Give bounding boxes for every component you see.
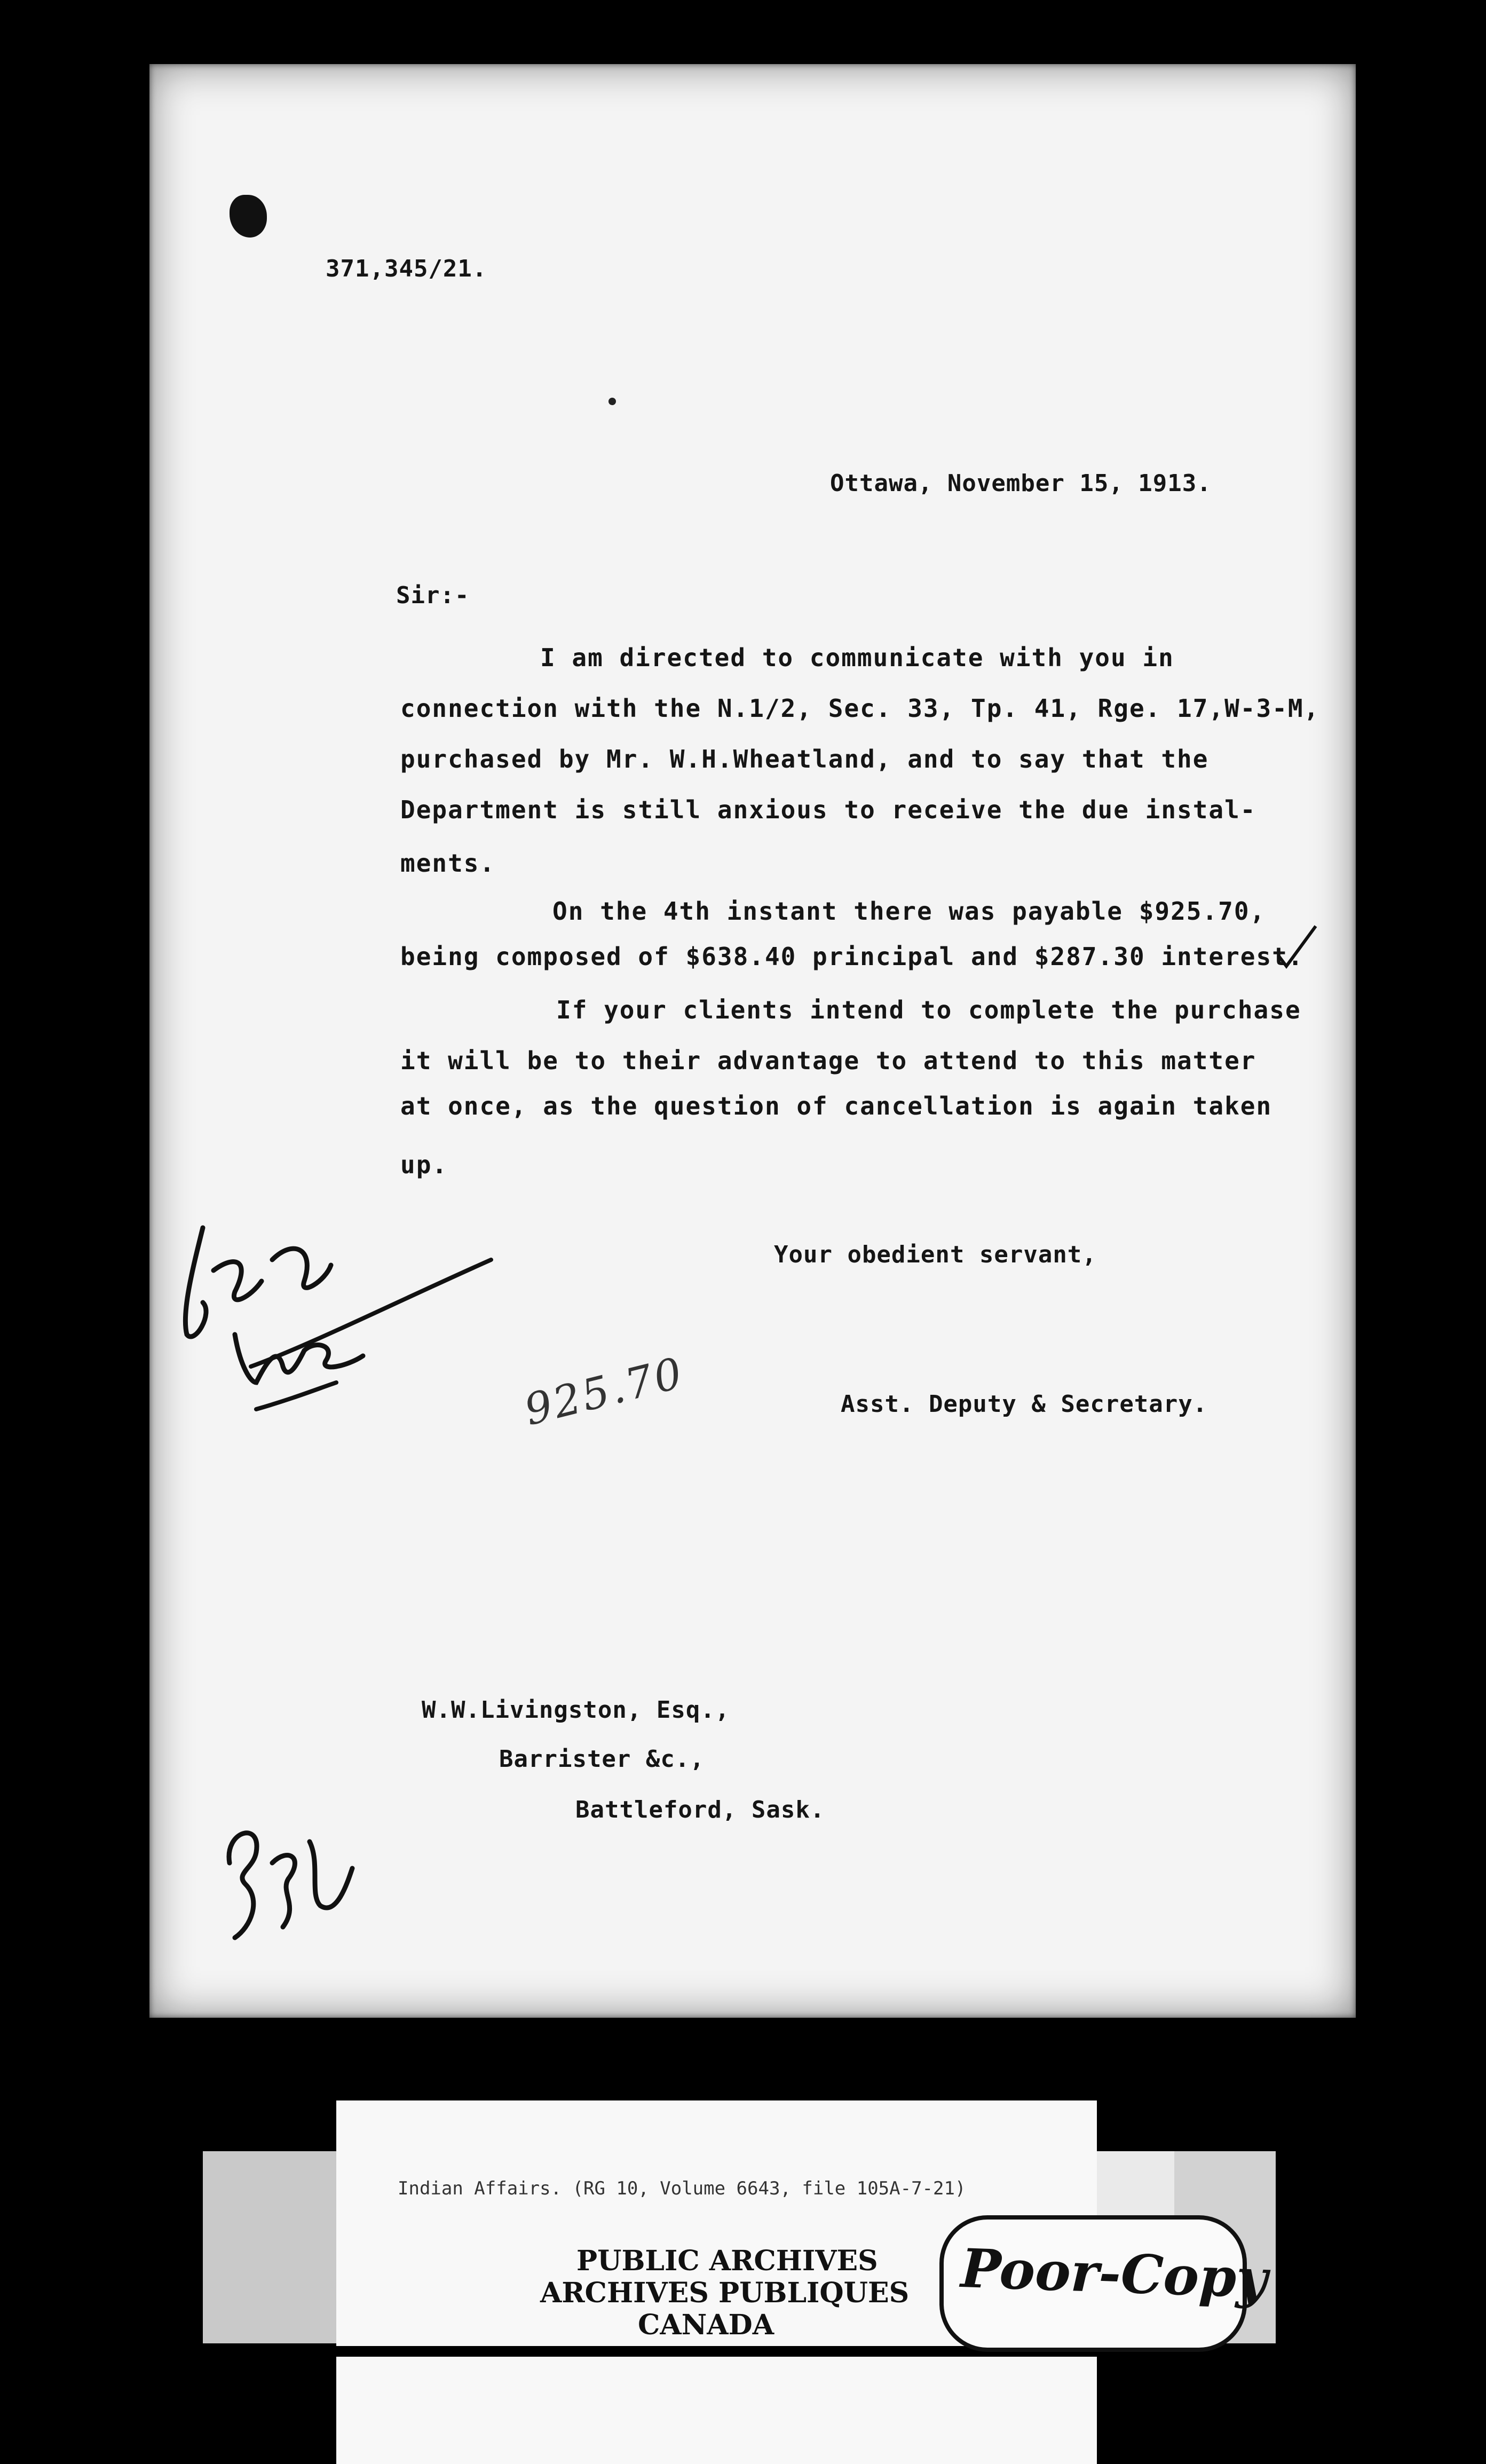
body-line: Department is still anxious to receive the due instal- [400,795,1256,824]
body-line: If your clients intend to complete the purchase [556,996,1301,1024]
address-line: Battleford, Sask. [575,1796,825,1823]
hole-punch-mark [230,195,267,238]
handwritten-initials-bottom [214,1799,363,1959]
salutation: Sir:- [396,582,470,609]
archive-line: PUBLIC ARCHIVES [576,2245,878,2277]
place-date: Ottawa, November 15, 1913. [830,470,1212,497]
address-line: W.W.Livingston, Esq., [422,1696,730,1724]
body-line: purchased by Mr. W.H.Wheatland, and to say that the [400,745,1209,773]
closing: Your obedient servant, [774,1241,1097,1268]
check-mark-icon [1276,923,1318,972]
handwritten-initials-signature [171,1206,512,1431]
archive-reference: Indian Affairs. (RG 10, Volume 6643, file 105A-7-21) [398,2178,966,2199]
body-line: On the 4th instant there was payable $925.70, [552,897,1266,926]
body-line: connection with the N.1/2, Sec. 33, Tp. 41, Rge. 17,W-3-M, [400,694,1320,723]
body-line: I am directed to communicate with you in [540,643,1174,672]
body-line: up. [400,1150,448,1179]
address-line: Barrister &c., [499,1746,705,1773]
handwritten-amount: 925.70 [519,1347,689,1435]
signature-title: Asst. Deputy & Secretary. [841,1391,1208,1418]
archive-line: ARCHIVES PUBLIQUES [540,2277,910,2309]
file-number: 371,345/21. [326,255,487,282]
poor-copy-text: Poor-Copy [960,2237,1269,2310]
body-line: being composed of $638.40 principal and $287.30 interest. [400,942,1304,971]
archive-line: CANADA [638,2309,774,2341]
stray-dot [608,398,616,405]
body-line: it will be to their advantage to attend to this matter [400,1046,1256,1075]
body-line: at once, as the question of cancellation is again taken [400,1092,1272,1120]
letter-page [149,64,1356,2018]
body-line: ments. [400,849,496,878]
